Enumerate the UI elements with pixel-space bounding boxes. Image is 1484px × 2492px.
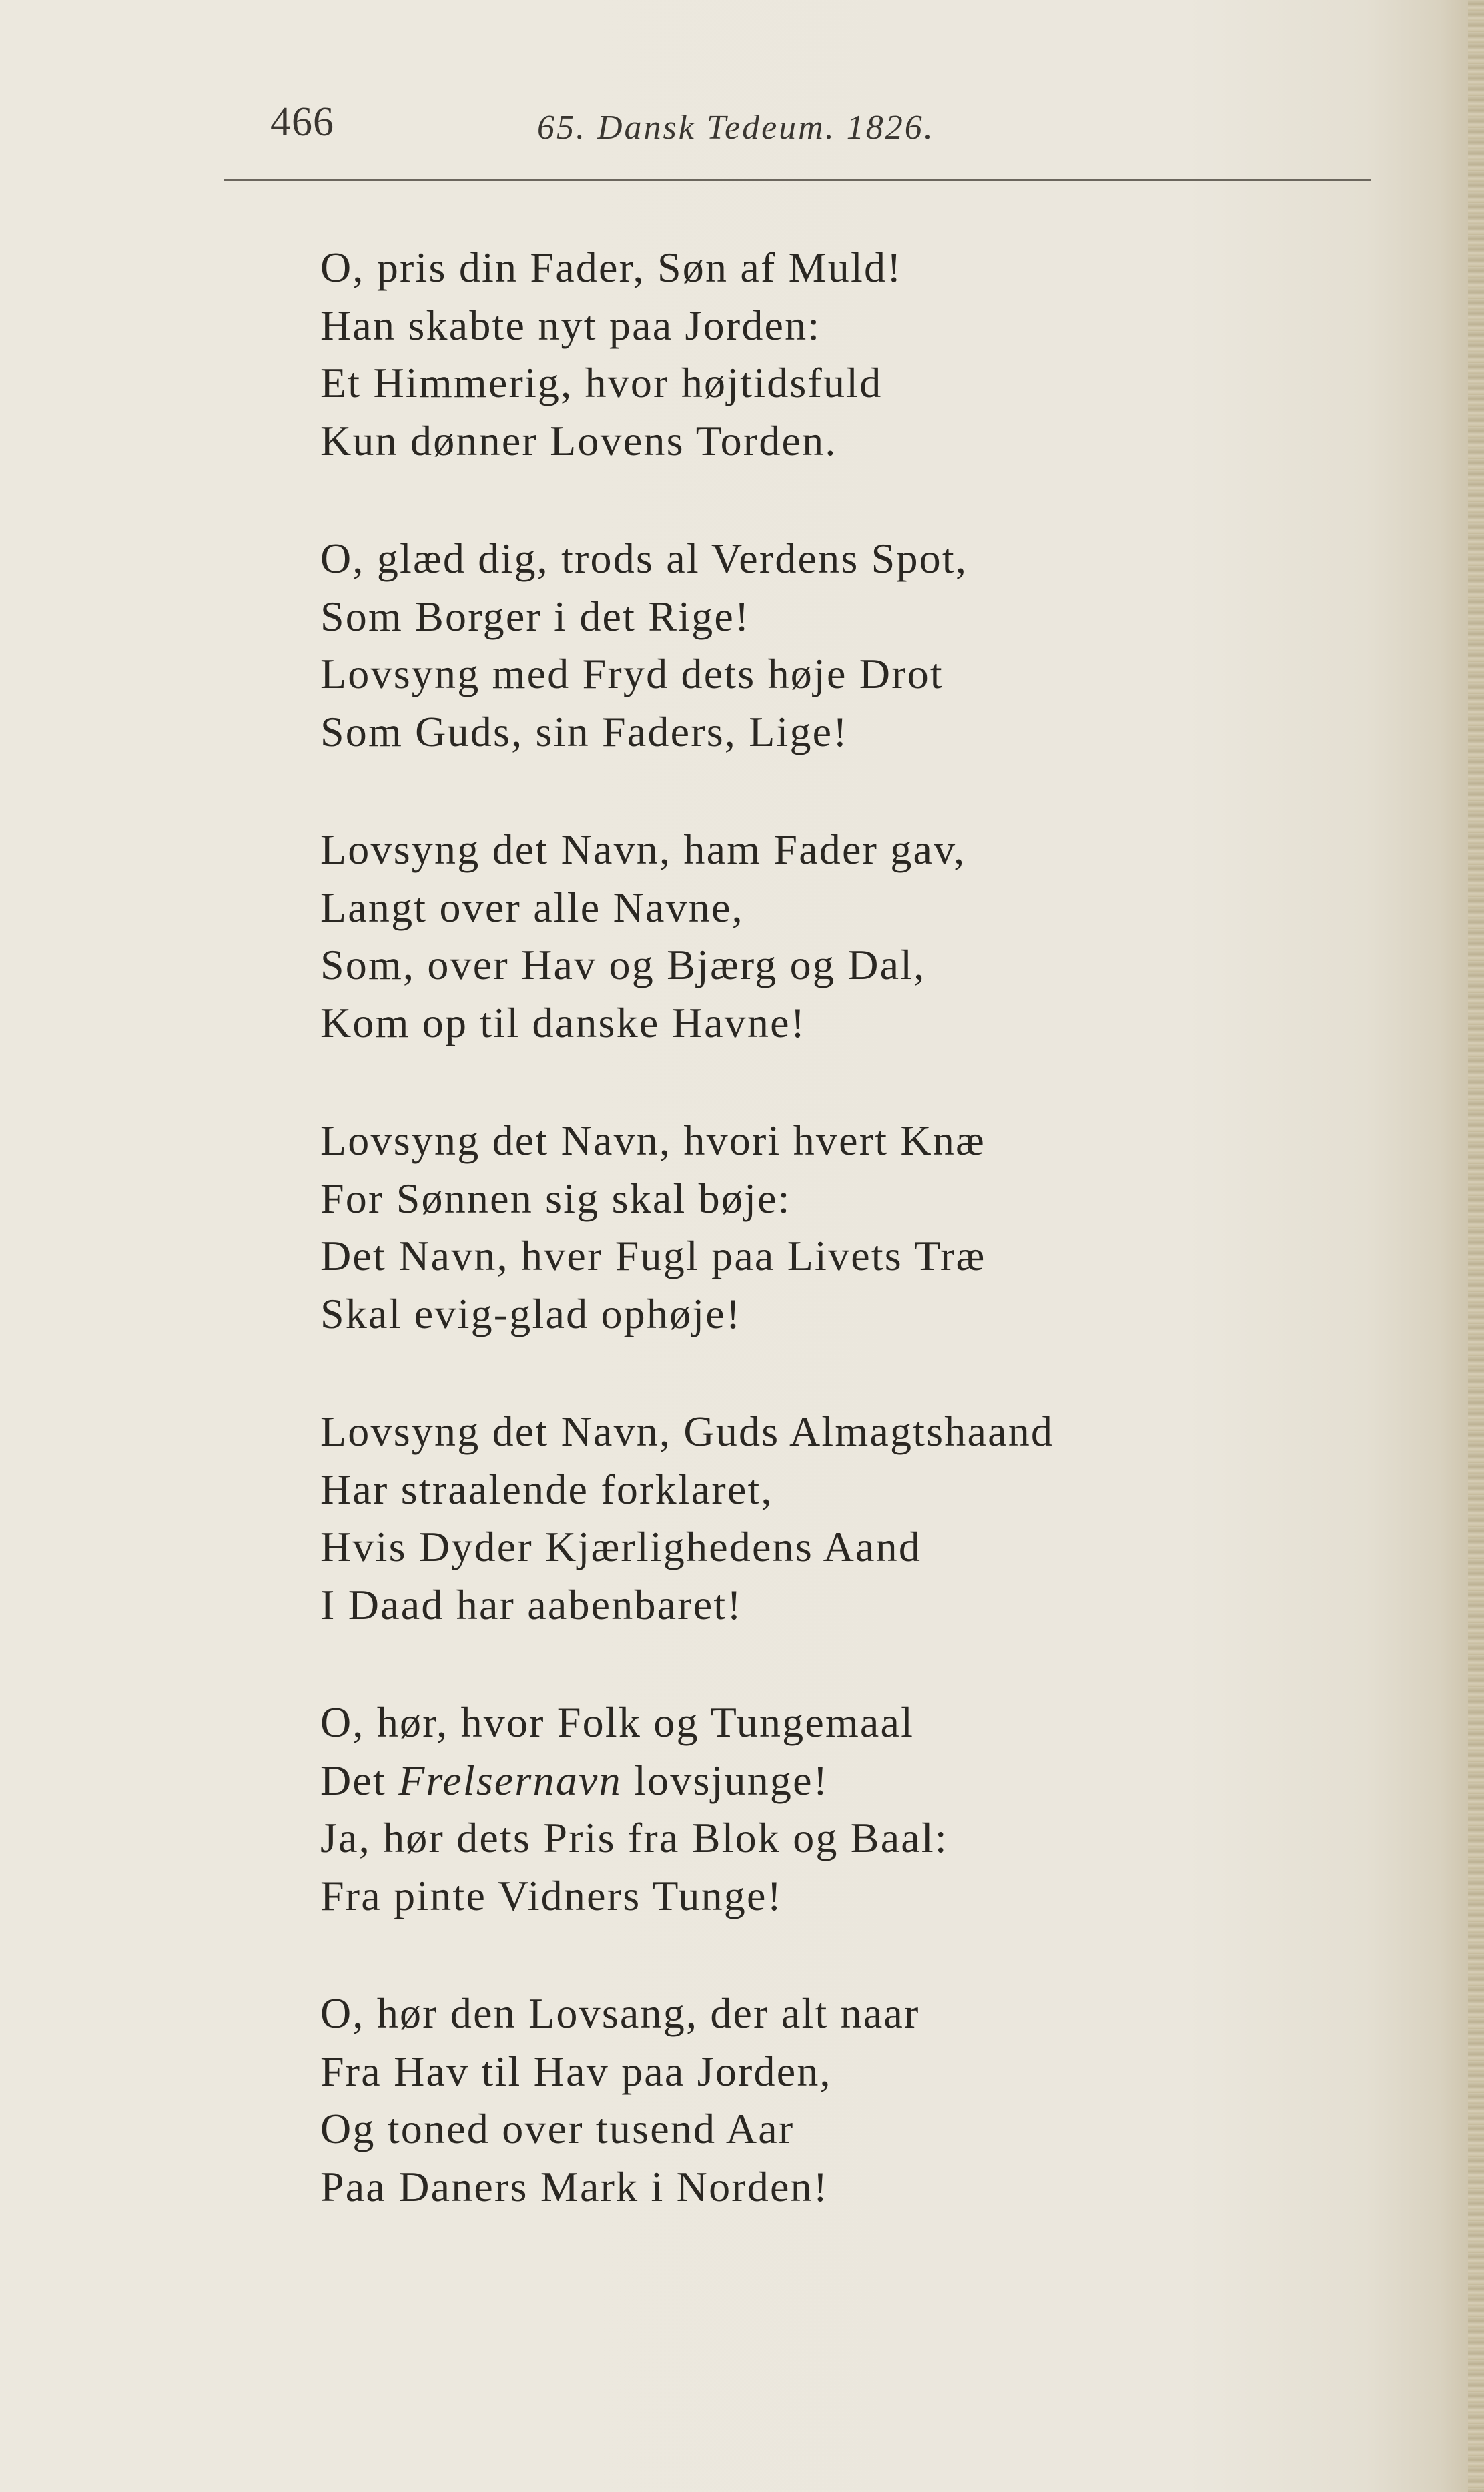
poem-line: Og toned over tusend Aar (320, 2105, 795, 2152)
poem-line: O, glæd dig, trods al Verdens Spot, (320, 535, 968, 582)
poem-line: Har straalende forklaret, (320, 1465, 773, 1513)
poem-line: Langt over alle Navne, (320, 883, 744, 931)
stanza-4 (320, 1112, 1335, 1343)
stanza-1 (320, 239, 1335, 470)
poem-line: O, hør den Lovsang, der alt naar (320, 1989, 920, 2037)
poem-line: Fra pinte Vidners Tunge! (320, 1871, 783, 1919)
poem-line: Skal evig-glad ophøje! (320, 1289, 742, 1337)
page-edge (1468, 0, 1484, 2492)
stanza-2 (320, 530, 1335, 761)
poem-line: Fra Hav til Hav paa Jorden, (320, 2047, 832, 2095)
stanza-5 (320, 1403, 1335, 1634)
poem-line: Paa Daners Mark i Norden! (320, 2162, 829, 2210)
poem-line: Lovsyng med Fryd dets høje Drot (320, 650, 944, 697)
line-text: lovsjunge! (634, 1756, 829, 1804)
poem-line: Som Guds, sin Faders, Lige! (320, 707, 849, 755)
header-rule (224, 179, 1371, 181)
poem-line: I Daad har aabenbaret! (320, 1580, 743, 1628)
poem-line: Lovsyng det Navn, Guds Almagtshaand (320, 1408, 1054, 1455)
poem-line: Et Himmerig, hvor højtidsfuld (320, 359, 883, 406)
poem-line: Kun dønner Lovens Torden. (320, 416, 837, 464)
running-title: 65. Dansk Tedeum. 1826. (537, 109, 935, 147)
stanza-6 (320, 1694, 1335, 1925)
poem-line: Som, over Hav og Bjærg og Dal, (320, 941, 926, 988)
stanza-3 (320, 821, 1335, 1052)
poem (320, 239, 1335, 2276)
stanza-7 (320, 1985, 1335, 2216)
page-header (0, 99, 1484, 152)
poem-line: Lovsyng det Navn, hvori hvert Knæ (320, 1117, 986, 1164)
page-number: 466 (270, 99, 334, 145)
poem-line: Kom op til danske Havne! (320, 998, 807, 1046)
poem-line: Det Navn, hver Fugl paa Livets Træ (320, 1232, 986, 1279)
poem-line: Som Borger i det Rige! (320, 592, 751, 640)
poem-line: Hvis Dyder Kjærlighedens Aand (320, 1523, 922, 1570)
poem-line: O, hør, hvor Folk og Tungemaal (320, 1698, 915, 1746)
poem-line: Ja, hør dets Pris fra Blok og Baal: (320, 1814, 948, 1861)
italic-word: Frelsernavn (398, 1756, 622, 1804)
poem-line (320, 1752, 1335, 1810)
poem-line: O, pris din Fader, Søn af Muld! (320, 244, 903, 291)
line-text: Det (320, 1756, 387, 1804)
poem-line: Han skabte nyt paa Jorden: (320, 301, 821, 349)
poem-line: Lovsyng det Navn, ham Fader gav, (320, 826, 966, 873)
poem-line: For Sønnen sig skal bøje: (320, 1174, 791, 1222)
